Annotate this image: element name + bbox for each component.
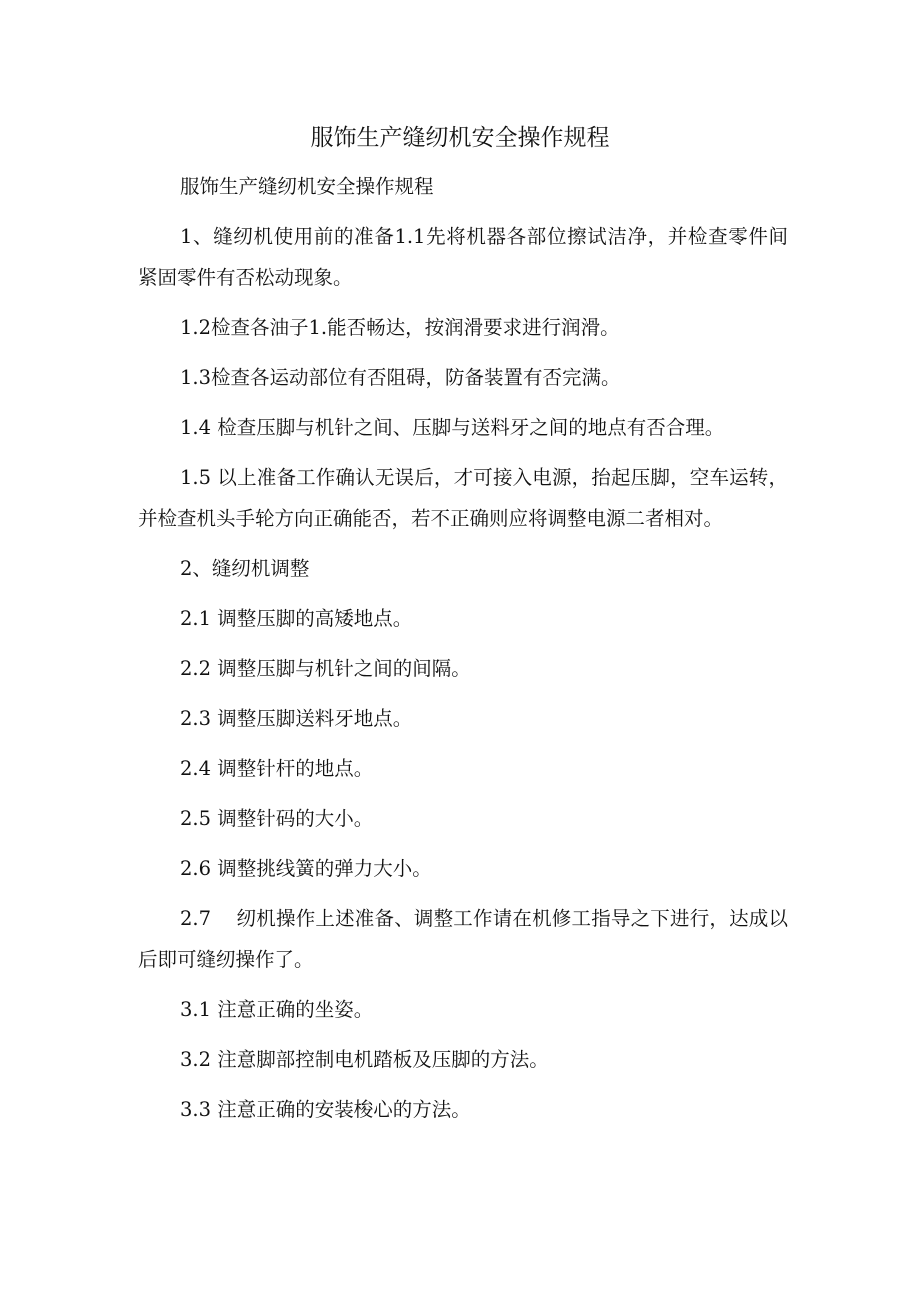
paragraph-1-5: 1.5 以上准备工作确认无误后，才可接入电源，抬起压脚，空车运转，并检查机头手轮方向正确能否，若不正确则应将调整电源二者相对。 [138,466,788,530]
paragraph-3-3: 3.3 注意正确的安装梭心的方法。 [180,1098,471,1121]
paragraph-2-4: 2.4 调整针杆的地点。 [180,757,374,780]
paragraph-2-3: 2.3 调整压脚送料牙地点。 [180,707,413,730]
paragraph-1: 1、缝纫机使用前的准备1.1先将机器各部位擦试洁净，并检查零件间紧固零件有否松动现象。 [138,225,788,289]
paragraph-subtitle: 服饰生产缝纫机安全操作规程 [180,175,434,198]
paragraph-2-5: 2.5 调整针码的大小。 [180,807,374,830]
document-body [138,166,788,1139]
document-title: 服饰生产缝纫机安全操作规程 [310,125,610,151]
paragraph-2: 2、缝纫机调整 [180,557,310,580]
paragraph-1-2: 1.2检查各油子1.能否畅达，按润滑要求进行润滑。 [180,316,620,339]
paragraph-2-1: 2.1 调整压脚的高矮地点。 [180,607,413,630]
paragraph-3-1: 3.1 注意正确的坐姿。 [180,998,374,1021]
paragraph-1-3: 1.3检查各运动部位有否阻碍，防备装置有否完满。 [180,366,621,389]
paragraph-2-7: 2.7 纫机操作上述准备、调整工作请在机修工指导之下进行，达成以后即可缝纫操作了。 [138,907,788,971]
paragraph-2-2: 2.2 调整压脚与机针之间的间隔。 [180,657,471,680]
paragraph-1-4: 1.4 检查压脚与机针之间、压脚与送料牙之间的地点有否合理。 [180,416,725,439]
paragraph-2-6: 2.6 调整挑线簧的弹力大小。 [180,857,432,880]
paragraph-3-2: 3.2 注意脚部控制电机踏板及压脚的方法。 [180,1048,549,1071]
